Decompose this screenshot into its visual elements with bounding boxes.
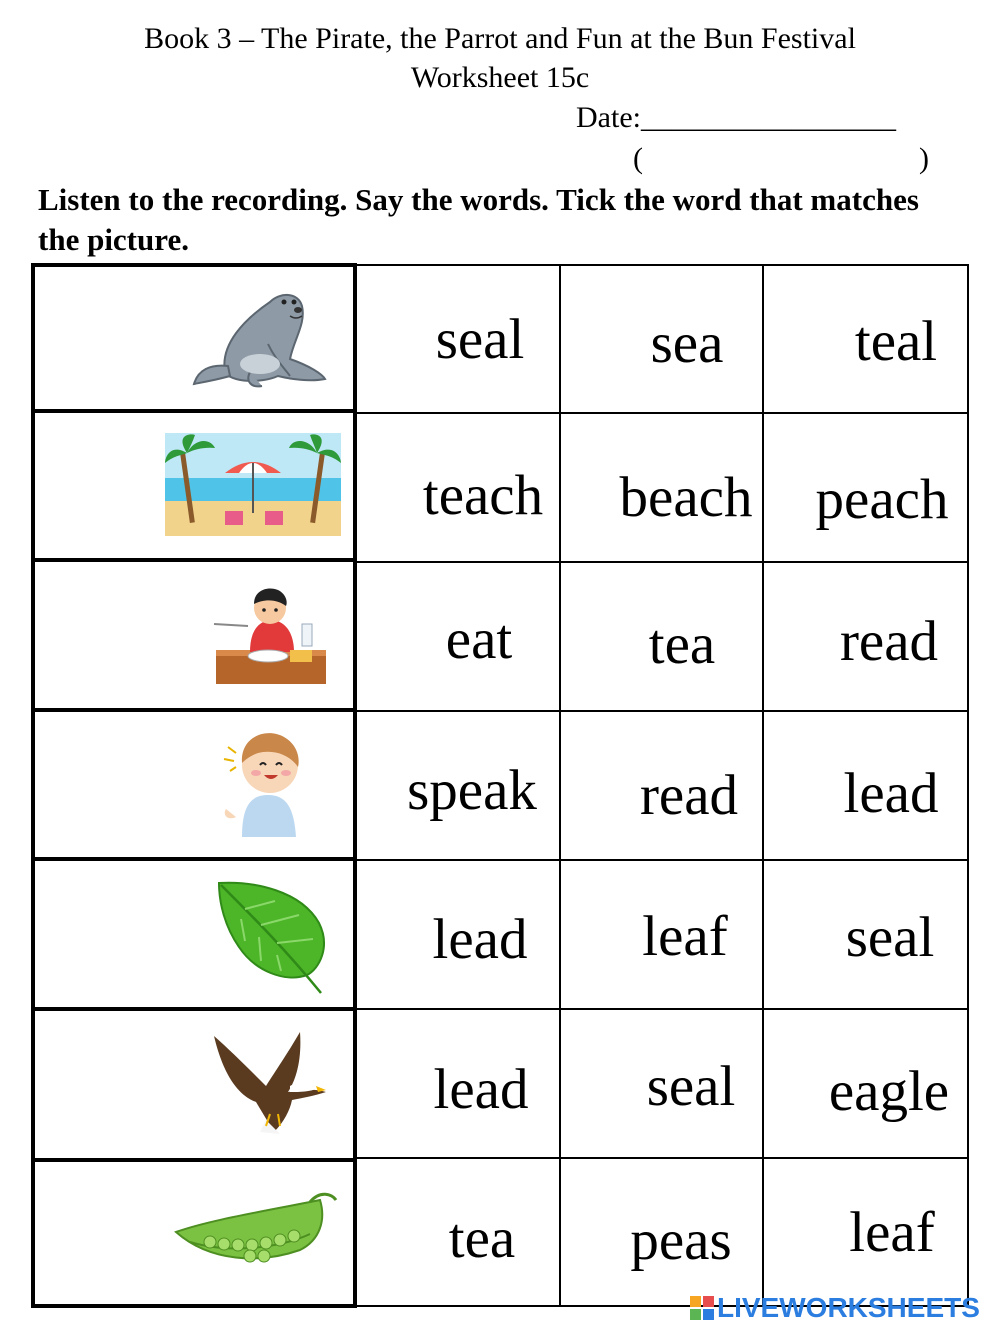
word-option[interactable]: seal bbox=[845, 906, 935, 969]
word-option[interactable]: peas bbox=[630, 1209, 732, 1272]
word-option[interactable]: tea bbox=[448, 1207, 516, 1270]
peas-picture bbox=[170, 1190, 340, 1270]
word-option[interactable]: seal bbox=[435, 308, 525, 371]
word-option[interactable]: eagle bbox=[828, 1060, 950, 1123]
seal-picture bbox=[190, 284, 330, 394]
class-number-open: ( bbox=[633, 142, 643, 175]
leaf-picture bbox=[215, 879, 327, 995]
word-option[interactable]: eat bbox=[445, 608, 513, 671]
liveworksheets-icon bbox=[690, 1296, 714, 1320]
word-option[interactable]: sea bbox=[650, 312, 724, 375]
worksheet-subtitle: Worksheet 15c bbox=[410, 61, 590, 94]
date-label: Date: bbox=[576, 101, 641, 134]
boy-speaking-picture bbox=[218, 727, 308, 837]
word-option[interactable]: speak bbox=[407, 759, 537, 822]
word-option[interactable]: peach bbox=[815, 468, 949, 531]
word-option[interactable]: read bbox=[839, 610, 939, 673]
date-blank[interactable]: _________________ bbox=[640, 101, 896, 134]
word-option[interactable]: seal bbox=[646, 1055, 736, 1118]
word-option[interactable]: lead bbox=[433, 1058, 529, 1121]
word-option[interactable]: beach bbox=[619, 466, 753, 529]
word-option[interactable]: tea bbox=[648, 613, 716, 676]
boy-eating-picture bbox=[212, 584, 330, 688]
eagle-picture bbox=[210, 1030, 330, 1136]
word-option[interactable]: read bbox=[639, 764, 739, 827]
word-option[interactable]: lead bbox=[432, 908, 528, 971]
class-number-close: ) bbox=[919, 142, 929, 175]
liveworksheets-logo bbox=[690, 1291, 980, 1325]
worksheet-title: Book 3 – The Pirate, the Parrot and Fun at the Bun Festival bbox=[144, 22, 856, 55]
word-option[interactable]: leaf bbox=[642, 905, 728, 968]
word-option[interactable]: leaf bbox=[849, 1201, 935, 1264]
beach-picture bbox=[165, 433, 341, 536]
instructions: Listen to the recording. Say the words. Tick the word that matches the picture. bbox=[38, 182, 919, 257]
watermark-text: LIVEWORKSHEETS bbox=[717, 1292, 980, 1323]
word-option[interactable]: lead bbox=[843, 762, 939, 825]
word-option[interactable]: teal bbox=[854, 310, 938, 373]
word-option[interactable]: teach bbox=[422, 464, 544, 527]
